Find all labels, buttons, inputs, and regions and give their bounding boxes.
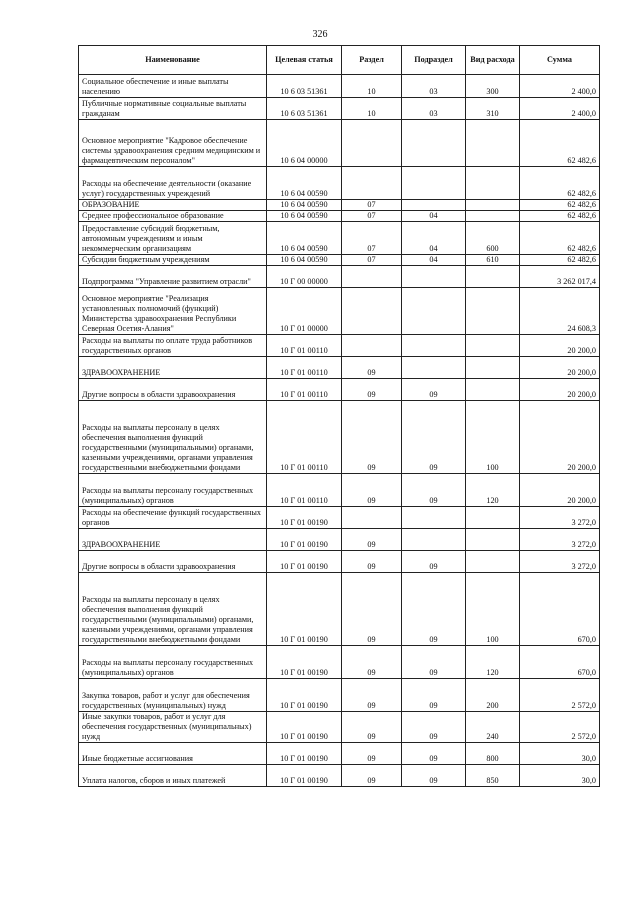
header-target: Целевая статья bbox=[267, 46, 342, 75]
table-row bbox=[79, 551, 600, 573]
cell-sum: 30,0 bbox=[520, 765, 600, 787]
cell-subsection bbox=[402, 357, 466, 379]
cell-name: Расходы на выплаты персоналу в целях обеспечения выполнения функций государственными (муниципальными) органами, казенными учреждениями, органами управления государственными внебюджетными фондами bbox=[79, 401, 267, 474]
cell-target: 10 6 03 51361 bbox=[267, 75, 342, 98]
cell-target: 10 Г 01 00110 bbox=[267, 357, 342, 379]
cell-section: 07 bbox=[342, 200, 402, 211]
cell-section: 10 bbox=[342, 75, 402, 98]
cell-name: Социальное обеспечение и иные выплаты населению bbox=[79, 75, 267, 98]
table-header bbox=[79, 46, 600, 75]
cell-sum: 62 482,6 bbox=[520, 222, 600, 255]
cell-sum: 3 272,0 bbox=[520, 551, 600, 573]
cell-subsection bbox=[402, 200, 466, 211]
cell-target: 10 Г 01 00190 bbox=[267, 743, 342, 765]
cell-name: Иные закупки товаров, работ и услуг для обеспечения государственных (муниципальных) нужд bbox=[79, 712, 267, 743]
cell-name: Расходы на выплаты персоналу в целях обеспечения выполнения функций государственными (муниципальными) органами, казенными учреждениями, органами управления государственными внебюджетными фондами bbox=[79, 573, 267, 646]
table-row bbox=[79, 335, 600, 357]
cell-kind bbox=[466, 288, 520, 335]
cell-name: Публичные нормативные социальные выплаты гражданам bbox=[79, 98, 267, 120]
cell-kind bbox=[466, 551, 520, 573]
cell-target: 10 Г 01 00190 bbox=[267, 765, 342, 787]
cell-sum: 62 482,6 bbox=[520, 255, 600, 266]
cell-name: Другие вопросы в области здравоохранения bbox=[79, 379, 267, 401]
cell-subsection: 09 bbox=[402, 679, 466, 712]
cell-section: 09 bbox=[342, 379, 402, 401]
cell-subsection: 09 bbox=[402, 743, 466, 765]
cell-target: 10 6 04 00590 bbox=[267, 255, 342, 266]
cell-subsection: 09 bbox=[402, 474, 466, 507]
cell-subsection bbox=[402, 335, 466, 357]
cell-section: 09 bbox=[342, 712, 402, 743]
cell-target: 10 Г 01 00190 bbox=[267, 529, 342, 551]
header-kind: Вид расхода bbox=[466, 46, 520, 75]
cell-sum: 20 200,0 bbox=[520, 474, 600, 507]
cell-subsection: 09 bbox=[402, 401, 466, 474]
cell-kind bbox=[466, 357, 520, 379]
cell-sum: 3 262 017,4 bbox=[520, 266, 600, 288]
header-name: Наименование bbox=[79, 46, 267, 75]
cell-subsection bbox=[402, 120, 466, 167]
cell-section: 09 bbox=[342, 646, 402, 679]
cell-target: 10 6 04 00000 bbox=[267, 120, 342, 167]
cell-kind: 300 bbox=[466, 75, 520, 98]
cell-name: Субсидии бюджетным учреждениям bbox=[79, 255, 267, 266]
table-row bbox=[79, 255, 600, 266]
table-row bbox=[79, 679, 600, 712]
cell-sum: 2 400,0 bbox=[520, 75, 600, 98]
cell-sum: 3 272,0 bbox=[520, 529, 600, 551]
cell-subsection: 03 bbox=[402, 75, 466, 98]
header-sum: Сумма bbox=[520, 46, 600, 75]
cell-target: 10 6 04 00590 bbox=[267, 211, 342, 222]
cell-name: Расходы на обеспечение деятельности (оказание услуг) государственных учреждений bbox=[79, 167, 267, 200]
table-row bbox=[79, 266, 600, 288]
cell-sum: 670,0 bbox=[520, 646, 600, 679]
cell-subsection bbox=[402, 529, 466, 551]
cell-section: 07 bbox=[342, 222, 402, 255]
table-row bbox=[79, 211, 600, 222]
table-row bbox=[79, 167, 600, 200]
cell-kind: 310 bbox=[466, 98, 520, 120]
cell-kind: 100 bbox=[466, 573, 520, 646]
cell-name: Основное мероприятие "Реализация установленных полномочий (функций) Министерства здравоохранения Республики Северная Осетия-Алания" bbox=[79, 288, 267, 335]
cell-subsection bbox=[402, 288, 466, 335]
cell-section bbox=[342, 167, 402, 200]
cell-target: 10 Г 01 00000 bbox=[267, 288, 342, 335]
cell-target: 10 Г 01 00190 bbox=[267, 712, 342, 743]
cell-kind bbox=[466, 266, 520, 288]
table-row bbox=[79, 474, 600, 507]
cell-section: 07 bbox=[342, 255, 402, 266]
cell-name: Уплата налогов, сборов и иных платежей bbox=[79, 765, 267, 787]
cell-subsection bbox=[402, 167, 466, 200]
cell-name: Закупка товаров, работ и услуг для обеспечения государственных (муниципальных) нужд bbox=[79, 679, 267, 712]
cell-section: 09 bbox=[342, 679, 402, 712]
cell-name: Расходы на выплаты персоналу государственных (муниципальных) органов bbox=[79, 474, 267, 507]
cell-sum: 24 608,3 bbox=[520, 288, 600, 335]
cell-target: 10 Г 00 00000 bbox=[267, 266, 342, 288]
cell-kind bbox=[466, 507, 520, 529]
table-row bbox=[79, 98, 600, 120]
cell-name: Среднее профессиональное образование bbox=[79, 211, 267, 222]
cell-section: 09 bbox=[342, 743, 402, 765]
cell-target: 10 Г 01 00190 bbox=[267, 573, 342, 646]
cell-subsection: 04 bbox=[402, 211, 466, 222]
cell-sum: 62 482,6 bbox=[520, 211, 600, 222]
table-row bbox=[79, 529, 600, 551]
cell-section bbox=[342, 288, 402, 335]
cell-kind: 800 bbox=[466, 743, 520, 765]
cell-sum: 20 200,0 bbox=[520, 357, 600, 379]
cell-subsection: 09 bbox=[402, 765, 466, 787]
cell-kind bbox=[466, 200, 520, 211]
table-row bbox=[79, 75, 600, 98]
cell-subsection: 04 bbox=[402, 222, 466, 255]
budget-table bbox=[78, 45, 600, 787]
cell-kind: 610 bbox=[466, 255, 520, 266]
table-row bbox=[79, 222, 600, 255]
cell-sum: 2 572,0 bbox=[520, 679, 600, 712]
cell-name: Расходы на обеспечение функций государственных органов bbox=[79, 507, 267, 529]
cell-subsection: 03 bbox=[402, 98, 466, 120]
cell-section: 09 bbox=[342, 529, 402, 551]
cell-subsection: 09 bbox=[402, 573, 466, 646]
cell-subsection: 09 bbox=[402, 551, 466, 573]
cell-section bbox=[342, 266, 402, 288]
cell-target: 10 Г 01 00190 bbox=[267, 507, 342, 529]
cell-section bbox=[342, 335, 402, 357]
cell-sum: 2 400,0 bbox=[520, 98, 600, 120]
cell-target: 10 Г 01 00190 bbox=[267, 679, 342, 712]
cell-sum: 20 200,0 bbox=[520, 379, 600, 401]
table-row bbox=[79, 401, 600, 474]
cell-target: 10 Г 01 00110 bbox=[267, 401, 342, 474]
cell-name: Основное мероприятие "Кадровое обеспечение системы здравоохранения средним медицинским и фармацевтическим персоналом" bbox=[79, 120, 267, 167]
cell-subsection: 09 bbox=[402, 379, 466, 401]
cell-sum: 62 482,6 bbox=[520, 200, 600, 211]
cell-target: 10 Г 01 00190 bbox=[267, 646, 342, 679]
table-row bbox=[79, 379, 600, 401]
cell-subsection bbox=[402, 507, 466, 529]
cell-name: Другие вопросы в области здравоохранения bbox=[79, 551, 267, 573]
cell-sum: 62 482,6 bbox=[520, 167, 600, 200]
cell-kind bbox=[466, 167, 520, 200]
cell-name: Расходы на выплаты персоналу государственных (муниципальных) органов bbox=[79, 646, 267, 679]
cell-target: 10 Г 01 00110 bbox=[267, 379, 342, 401]
cell-section: 09 bbox=[342, 551, 402, 573]
cell-name: Подпрограмма "Управление развитием отрасли" bbox=[79, 266, 267, 288]
cell-sum: 670,0 bbox=[520, 573, 600, 646]
cell-kind bbox=[466, 211, 520, 222]
cell-section bbox=[342, 120, 402, 167]
cell-name: Иные бюджетные ассигнования bbox=[79, 743, 267, 765]
cell-sum: 3 272,0 bbox=[520, 507, 600, 529]
cell-kind bbox=[466, 120, 520, 167]
cell-section: 09 bbox=[342, 474, 402, 507]
cell-kind: 240 bbox=[466, 712, 520, 743]
cell-target: 10 6 04 00590 bbox=[267, 167, 342, 200]
table-row bbox=[79, 712, 600, 743]
cell-target: 10 6 03 51361 bbox=[267, 98, 342, 120]
cell-kind bbox=[466, 529, 520, 551]
table-row bbox=[79, 200, 600, 211]
table-row bbox=[79, 765, 600, 787]
cell-subsection: 04 bbox=[402, 255, 466, 266]
cell-kind: 120 bbox=[466, 474, 520, 507]
cell-section: 09 bbox=[342, 357, 402, 379]
cell-section: 09 bbox=[342, 401, 402, 474]
cell-section: 10 bbox=[342, 98, 402, 120]
cell-sum: 30,0 bbox=[520, 743, 600, 765]
table-body bbox=[79, 75, 600, 787]
cell-sum: 2 572,0 bbox=[520, 712, 600, 743]
header-section: Раздел bbox=[342, 46, 402, 75]
cell-subsection: 09 bbox=[402, 646, 466, 679]
cell-kind: 200 bbox=[466, 679, 520, 712]
page-number: 326 bbox=[312, 29, 328, 40]
table-row bbox=[79, 507, 600, 529]
cell-name: ЗДРАВООХРАНЕНИЕ bbox=[79, 357, 267, 379]
table-row bbox=[79, 357, 600, 379]
header-subsection: Подраздел bbox=[402, 46, 466, 75]
table-row bbox=[79, 288, 600, 335]
cell-name: Предоставление субсидий бюджетным, автономным учреждениям и иным некоммерческим организациям bbox=[79, 222, 267, 255]
cell-sum: 62 482,6 bbox=[520, 120, 600, 167]
cell-target: 10 6 04 00590 bbox=[267, 200, 342, 211]
cell-kind bbox=[466, 335, 520, 357]
cell-section: 09 bbox=[342, 573, 402, 646]
cell-sum: 20 200,0 bbox=[520, 335, 600, 357]
table-row bbox=[79, 573, 600, 646]
cell-subsection bbox=[402, 266, 466, 288]
cell-target: 10 Г 01 00110 bbox=[267, 335, 342, 357]
table-row bbox=[79, 646, 600, 679]
table-row bbox=[79, 120, 600, 167]
cell-section: 09 bbox=[342, 765, 402, 787]
cell-target: 10 6 04 00590 bbox=[267, 222, 342, 255]
cell-kind: 120 bbox=[466, 646, 520, 679]
cell-kind bbox=[466, 379, 520, 401]
cell-kind: 100 bbox=[466, 401, 520, 474]
cell-sum: 20 200,0 bbox=[520, 401, 600, 474]
cell-target: 10 Г 01 00190 bbox=[267, 551, 342, 573]
cell-kind: 600 bbox=[466, 222, 520, 255]
table-row bbox=[79, 743, 600, 765]
cell-subsection: 09 bbox=[402, 712, 466, 743]
cell-section: 07 bbox=[342, 211, 402, 222]
cell-name: ЗДРАВООХРАНЕНИЕ bbox=[79, 529, 267, 551]
cell-target: 10 Г 01 00110 bbox=[267, 474, 342, 507]
cell-name: ОБРАЗОВАНИЕ bbox=[79, 200, 267, 211]
cell-section bbox=[342, 507, 402, 529]
cell-name: Расходы на выплаты по оплате труда работников государственных органов bbox=[79, 335, 267, 357]
cell-kind: 850 bbox=[466, 765, 520, 787]
